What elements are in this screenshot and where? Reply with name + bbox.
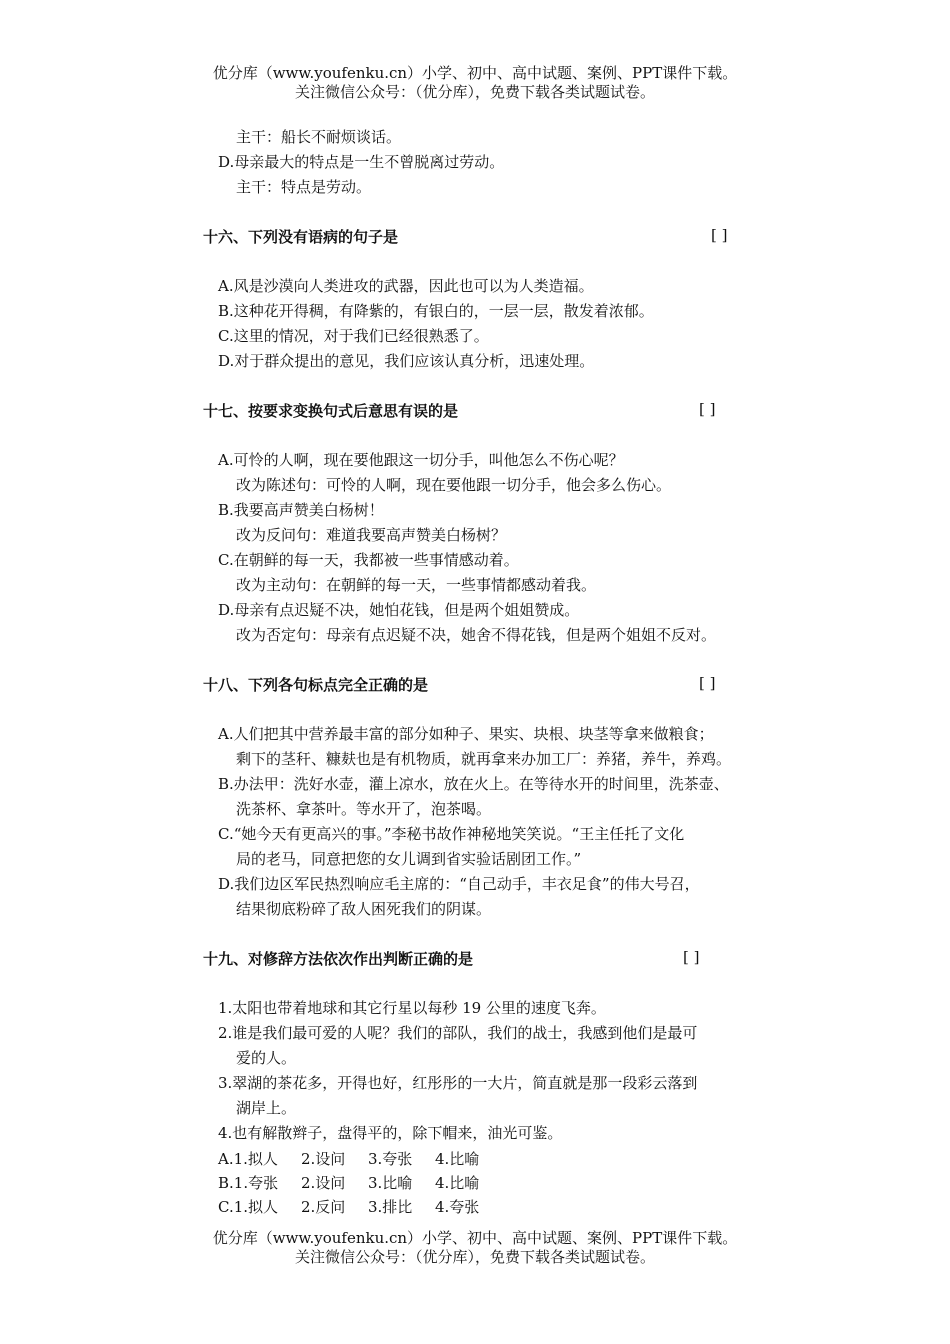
- header-line-1: 优分库（www.youfenku.cn）小学、初中、高中试题、案例、PPT课件下载。: [212, 64, 738, 82]
- page-header: [0, 64, 950, 102]
- question-16-option-d: D.对于群众提出的意见，我们应该认真分析，迅速处理。: [218, 352, 595, 370]
- footer-line-2: 关注微信公众号：（优分库），免费下载各类试题试卷。: [294, 1248, 655, 1266]
- option-b-item-2: 2.设问: [301, 1174, 346, 1192]
- top-line-3: 主干：特点是劳动。: [236, 178, 372, 196]
- question-18-option-a: A.人们把其中营养最丰富的部分如种子、果实、块根、块茎等拿来做粮食；: [218, 725, 714, 743]
- question-19-option-c: [218, 1196, 479, 1217]
- top-line-2: D.母亲最大的特点是一生不曾脱离过劳动。: [218, 153, 505, 171]
- option-b-item-1: B.1.夸张: [218, 1174, 279, 1192]
- question-18-option-b: B.办法甲：洗好水壶，灌上凉水，放在火上。在等待水开的时间里，洗茶壶、: [218, 775, 729, 793]
- question-18-option-b-cont: 洗茶杯、拿茶叶。等水开了，泡茶喝。: [236, 800, 492, 818]
- question-16-title: 十六、下列没有语病的句子是: [203, 228, 399, 246]
- question-18-answer-bracket: [ ]: [699, 674, 716, 692]
- question-17-option-a-rewrite: 改为陈述句：可怜的人啊，现在要他跟一切分手，他会多么伤心。: [236, 476, 672, 494]
- question-16-option-c: C.这里的情况，对于我们已经很熟悉了。: [218, 327, 489, 345]
- question-19-sentence-2-cont: 爱的人。: [236, 1049, 297, 1067]
- question-17-option-c: C.在朝鲜的每一天，我都被一些事情感动着。: [218, 551, 519, 569]
- option-c-item-4: 4.夸张: [435, 1198, 480, 1216]
- question-17-answer-bracket: [ ]: [699, 400, 716, 418]
- question-18-option-c-cont: 局的老马，同意把您的女儿调到省实验话剧团工作。”: [236, 850, 582, 868]
- question-16-answer-bracket: [ ]: [711, 226, 728, 244]
- option-b-item-3: 3.比喻: [368, 1174, 413, 1192]
- question-16-option-a: A.风是沙漠向人类进攻的武器，因此也可以为人类造福。: [218, 277, 594, 295]
- option-a-item-4: 4.比喻: [435, 1150, 480, 1168]
- question-19-sentence-4: 4.也有解散辫子，盘得平的，除下帽来，油光可鉴。: [218, 1124, 563, 1142]
- header-line-2: 关注微信公众号：（优分库），免费下载各类试题试卷。: [294, 83, 655, 101]
- question-18-option-d: D.我们边区军民热烈响应毛主席的：“自己动手，丰衣足食”的伟大号召，: [218, 875, 700, 893]
- question-19-option-b: [218, 1172, 479, 1193]
- option-a-item-2: 2.设问: [301, 1150, 346, 1168]
- question-19-option-a: [218, 1148, 479, 1169]
- question-19-sentence-3-cont: 湖岸上。: [236, 1099, 297, 1117]
- question-19-sentence-2: 2.谁是我们最可爱的人呢？我们的部队，我们的战士，我感到他们是最可: [218, 1024, 698, 1042]
- question-19-sentence-3: 3.翠湖的茶花多，开得也好，红彤彤的一大片，简直就是那一段彩云落到: [218, 1074, 698, 1092]
- option-a-item-3: 3.夸张: [368, 1150, 413, 1168]
- question-17-option-c-rewrite: 改为主动句：在朝鲜的每一天，一些事情都感动着我。: [236, 576, 597, 594]
- question-16-option-b: B.这种花开得稠，有降紫的，有银白的，一层一层，散发着浓郁。: [218, 302, 654, 320]
- question-17-option-b-rewrite: 改为反问句：难道我要高声赞美白杨树？: [236, 526, 507, 544]
- option-c-item-2: 2.反问: [301, 1198, 346, 1216]
- question-17-option-a: A.可怜的人啊，现在要他跟这一切分手，叫他怎么不伤心呢？: [218, 451, 624, 469]
- question-19-answer-bracket: [ ]: [683, 948, 700, 966]
- question-18-option-d-cont: 结果彻底粉碎了敌人困死我们的阴谋。: [236, 900, 492, 918]
- question-18-option-c: C.“她今天有更高兴的事。”李秘书故作神秘地笑笑说。“王主任托了文化: [218, 825, 685, 843]
- question-19-sentence-1: 1.太阳也带着地球和其它行星以每秒 19 公里的速度飞奔。: [218, 999, 606, 1017]
- option-b-item-4: 4.比喻: [435, 1174, 480, 1192]
- option-c-item-1: C.1.拟人: [218, 1198, 279, 1216]
- question-17-option-d: D.母亲有点迟疑不决，她怕花钱，但是两个姐姐赞成。: [218, 601, 580, 619]
- option-a-item-1: A.1.拟人: [218, 1150, 278, 1168]
- question-17-title: 十七、按要求变换句式后意思有误的是: [203, 402, 459, 420]
- footer-line-1: 优分库（www.youfenku.cn）小学、初中、高中试题、案例、PPT课件下载。: [212, 1229, 738, 1247]
- question-17-option-b: B.我要高声赞美白杨树！: [218, 501, 384, 519]
- question-19-title: 十九、对修辞方法依次作出判断正确的是: [203, 950, 474, 968]
- question-18-title: 十八、下列各句标点完全正确的是: [203, 676, 429, 694]
- top-line-1: 主干：船长不耐烦谈话。: [236, 128, 402, 146]
- option-c-item-3: 3.排比: [368, 1198, 413, 1216]
- page-footer: [0, 1229, 950, 1267]
- question-17-option-d-rewrite: 改为否定句：母亲有点迟疑不决，她舍不得花钱，但是两个姐姐不反对。: [236, 626, 717, 644]
- question-18-option-a-cont: 剩下的茎秆、糠麸也是有机物质，就再拿来办加工厂：养猪，养牛，养鸡。: [236, 750, 732, 768]
